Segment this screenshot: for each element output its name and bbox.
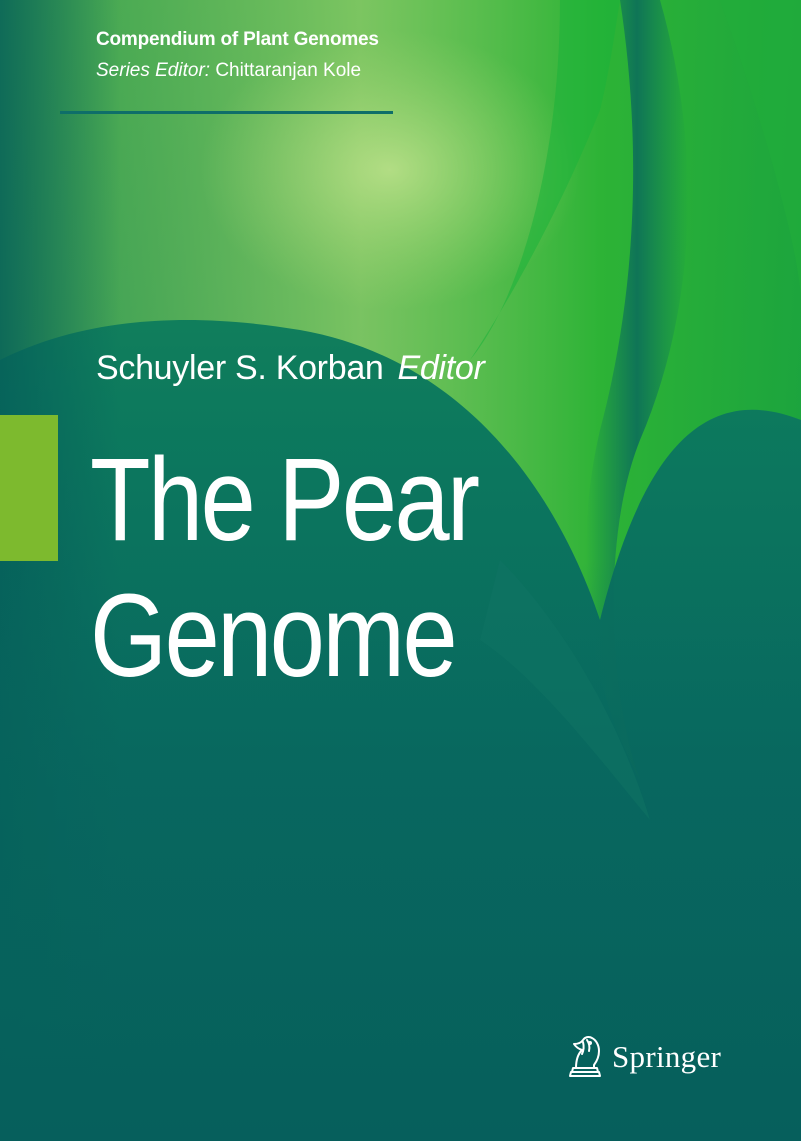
editor-credit	[96, 349, 485, 388]
series-divider	[60, 111, 393, 114]
book-title-line-2: Genome	[90, 570, 456, 702]
series-editor	[96, 60, 361, 82]
series-title: Compendium of Plant Genomes	[96, 29, 379, 50]
publisher-logo	[566, 1034, 721, 1080]
book-title-line-1: The Pear	[90, 434, 478, 566]
editor-role: Editor	[397, 349, 485, 387]
springer-chess-knight-icon	[566, 1034, 606, 1080]
accent-color-tab	[0, 415, 58, 561]
series-editor-name: Chittaranjan Kole	[215, 60, 362, 81]
series-editor-label: Series Editor:	[96, 60, 211, 81]
publisher-name: Springer	[612, 1039, 722, 1074]
book-title	[90, 432, 478, 704]
editor-name: Schuyler S. Korban	[96, 349, 384, 387]
